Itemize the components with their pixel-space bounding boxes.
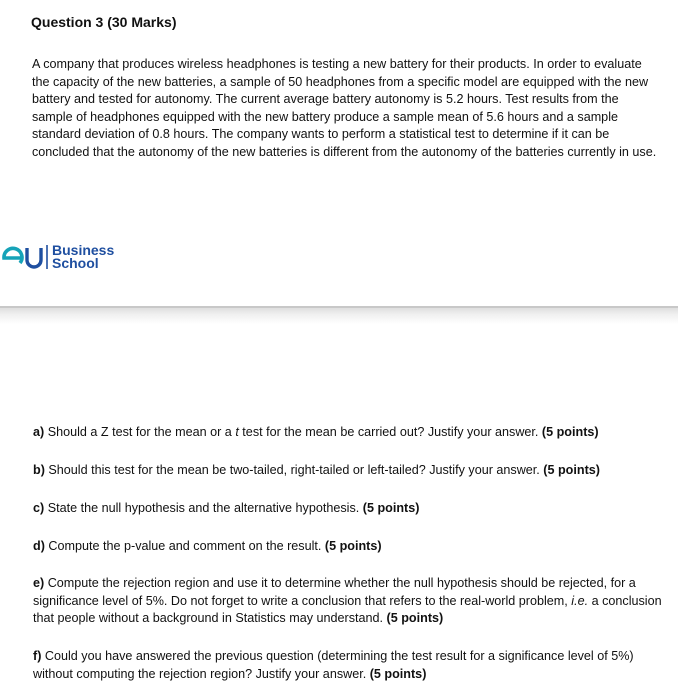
part-c-label: c)	[33, 501, 45, 515]
part-e-points: (5 points)	[386, 611, 444, 626]
part-f-text: Could you have answered the previous question (determining the test result for a significance level of 5%) without computing the rejection region? Justify your answer.	[33, 649, 634, 681]
logo-text-school: School	[52, 255, 99, 271]
logo-text-business: Business	[52, 242, 115, 258]
question-header-area	[0, 0, 678, 300]
question-title: Question 3 (30 Marks)	[31, 14, 177, 30]
question-intro: A company that produces wireless headphones is testing a new battery for their products. In order to evaluate the capacity of the new batteries, a sample of 50 headphones from a specific model are equipped with the new battery and tested for autonomy. The current average battery autonomy is 5.2 hours. Test results from the sample of headphones equipped with the new battery produce a sample mean of 5.6 hours and a sample standard deviation of 0.8 hours. The company wants to perform a statistical test to determine if it can be concluded that the autonomy of the new batteries is different from the autonomy of the batteries currently in use.	[32, 57, 657, 159]
part-e-text-1: Compute the rejection region and use it to determine whether the null hypothesis should be rejected, for a significance level of 5%. Do not forget to write a conclusion that refers to the real-world problem,	[33, 576, 636, 608]
part-c-text: State the null hypothesis and the alternative hypothesis.	[44, 501, 363, 515]
part-a-italic: t	[235, 425, 239, 439]
part-d	[33, 538, 663, 556]
part-e-text-2: a conclusion that people without a background in Statistics may understand.	[33, 593, 662, 626]
part-e	[33, 575, 663, 628]
part-a-text-2: test for the mean be carried out? Justify your answer.	[238, 425, 542, 439]
logo-text	[52, 244, 114, 270]
part-d-text: Compute the p-value and comment on the result.	[44, 539, 325, 553]
part-c	[33, 500, 663, 518]
page-divider-line	[0, 306, 678, 308]
part-a-points: (5 points)	[541, 425, 599, 439]
part-b-text: Should this test for the mean be two-tailed, right-tailed or left-tailed? Justify your answer.	[44, 463, 544, 477]
part-b-label: b)	[33, 463, 45, 477]
eu-business-school-logo	[0, 242, 140, 276]
part-b	[33, 462, 663, 480]
part-a	[33, 424, 663, 442]
part-c-points: (5 points)	[362, 501, 420, 515]
part-a-text-1: Should a Z test for the mean or a	[44, 425, 236, 439]
eu-logo-icon	[0, 242, 50, 272]
page-divider	[0, 306, 678, 324]
part-e-italic: i.e.	[571, 593, 589, 608]
part-f-label: f)	[33, 649, 42, 663]
part-d-points: (5 points)	[324, 539, 382, 553]
part-f	[33, 648, 663, 683]
part-d-label: d)	[33, 539, 45, 553]
part-f-points: (5 points)	[369, 666, 427, 681]
part-a-label: a)	[33, 425, 45, 439]
part-e-label: e)	[33, 576, 45, 590]
part-b-points: (5 points)	[543, 463, 600, 477]
